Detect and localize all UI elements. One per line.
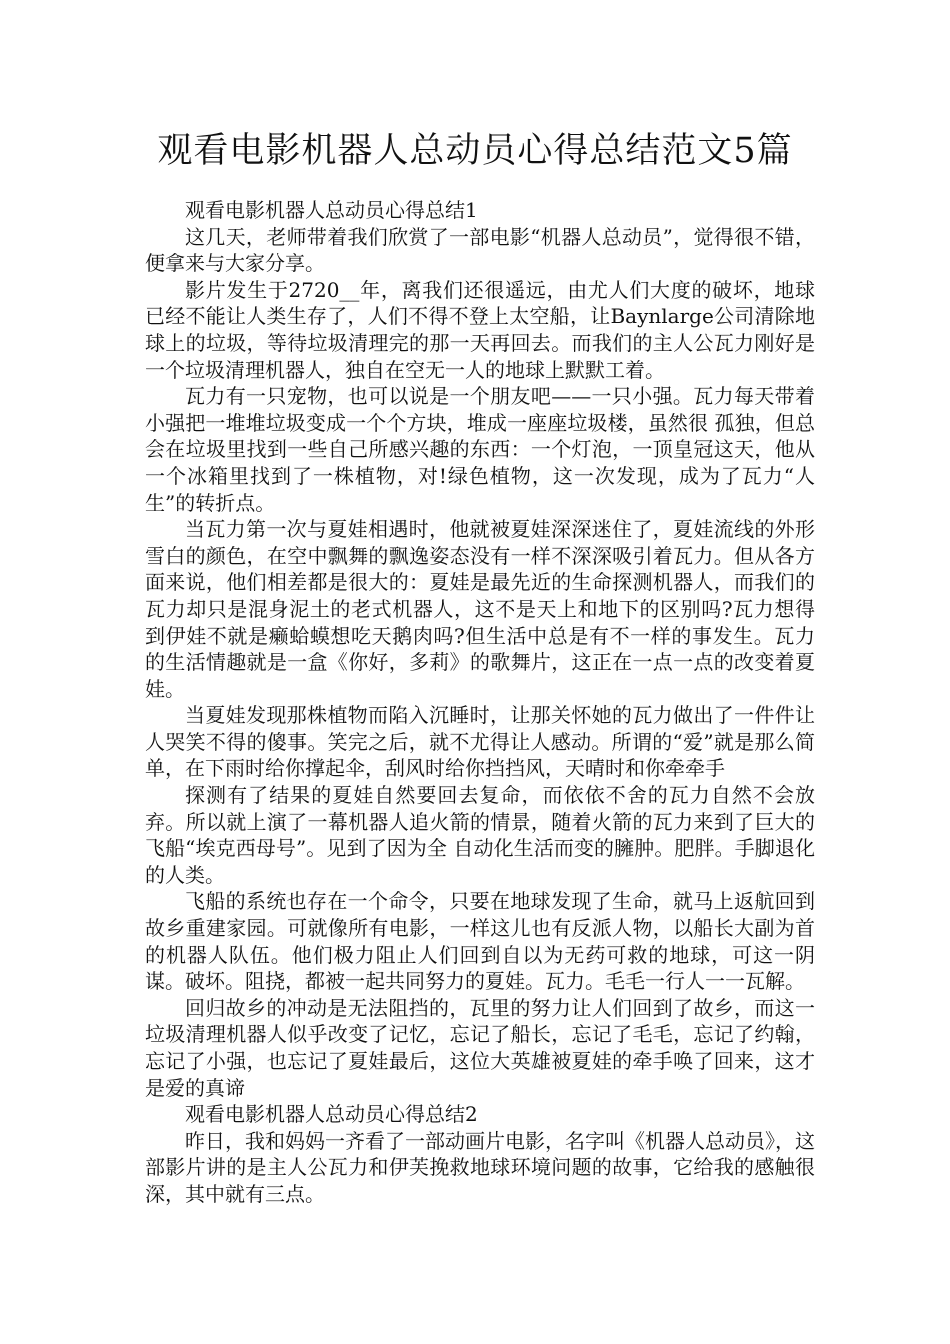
section-heading-2: 观看电影机器人总动员心得总结2 xyxy=(185,1102,478,1127)
document-body xyxy=(145,197,815,1208)
paragraph: 当夏娃发现那株植物而陷入沉睡时，让那关怀她的瓦力做出了一件件让人哭笑不得的傻事。笑完之后，就不尤得让人感动。所谓的“爱”就是那么简单，在下雨时给你撑起伞，刮风时给你挡挡风，天晴时和你牵牵手 xyxy=(145,703,815,781)
paragraph: 回归故乡的冲动是无法阻挡的，瓦里的努力让人们回到了故乡，而这一垃圾清理机器人似乎改变了记忆，忘记了船长，忘记了毛毛，忘记了约翰，忘记了小强，也忘记了夏娃最后，这位大英雄被夏娃的牵手唤了回来，这才是爱的真谛 xyxy=(145,995,815,1100)
paragraph: 这几天，老师带着我们欣赏了一部电影“机器人总动员”，觉得很不错，便拿来与大家分享。 xyxy=(145,224,815,276)
paragraph: 影片发生于2720__年，离我们还很遥远，由尤人们大度的破坏，地球已经不能让人类生存了，人们不得不登上太空船，让Baynlarge公司清除地球上的垃圾，等待垃圾清理完的那一天再回去。而我们的主人公瓦力刚好是一个垃圾清理机器人，独自在空无一人的地球上默默工着。 xyxy=(145,277,815,382)
paragraph: 昨日，我和妈妈一齐看了一部动画片电影，名字叫《机器人总动员》，这部影片讲的是主人公瓦力和伊芙挽救地球环境问题的故事，它给我的感触很深，其中就有三点。 xyxy=(145,1128,815,1206)
paragraph: 当瓦力第一次与夏娃相遇时，他就被夏娃深深迷住了，夏娃流线的外形雪白的颜色，在空中飘舞的飘逸姿态没有一样不深深吸引着瓦力。但从各方面来说，他们相差都是很大的：夏娃是最先近的生命探测机器人，而我们的瓦力却只是混身泥土的老式机器人，这不是天上和地下的区别吗?瓦力想得到伊娃不就是癞蛤蟆想吃天鹅肉吗?但生活中总是有不一样的事发生。瓦力的生活情趣就是一盒《你好，多莉》的歌舞片，这正在一点一点的改变着夏娃。 xyxy=(145,517,815,701)
paragraph: 瓦力有一只宠物，也可以说是一个朋友吧——一只小强。瓦力每天带着小强把一堆堆垃圾变成一个个方块，堆成一座座垃圾楼，虽然很 孤独，但总会在垃圾里找到一些自己所感兴趣的东西：一个灯泡，一顶皇冠这天，他从一个冰箱里找到了一株植物，对!绿色植物，这一次发现，成为了瓦力“人生”的转折点。 xyxy=(145,384,815,515)
section-heading-1: 观看电影机器人总动员心得总结1 xyxy=(185,198,478,222)
document-title: 观看电影机器人总动员心得总结范文5篇 xyxy=(157,131,793,171)
paragraph: 飞船的系统也存在一个命令，只要在地球发现了生命，就马上返航回到故乡重建家园。可就像所有电影，一样这儿也有反派人物，以船长大副为首的机器人队伍。他们极力阻止人们回到自以为无药可救的地球，可这一阴谋。破坏。阻挠，都被一起共同努力的夏娃。瓦力。毛毛一行人一一瓦解。 xyxy=(145,889,815,994)
paragraph: 探测有了结果的夏娃自然要回去复命，而依依不舍的瓦力自然不会放弃。所以就上演了一幕机器人追火箭的情景，随着火箭的瓦力来到了巨大的飞船“埃克西母号”。见到了因为全 自动化生活而变的臃肿。肥胖。手脚退化的人类。 xyxy=(145,783,815,887)
